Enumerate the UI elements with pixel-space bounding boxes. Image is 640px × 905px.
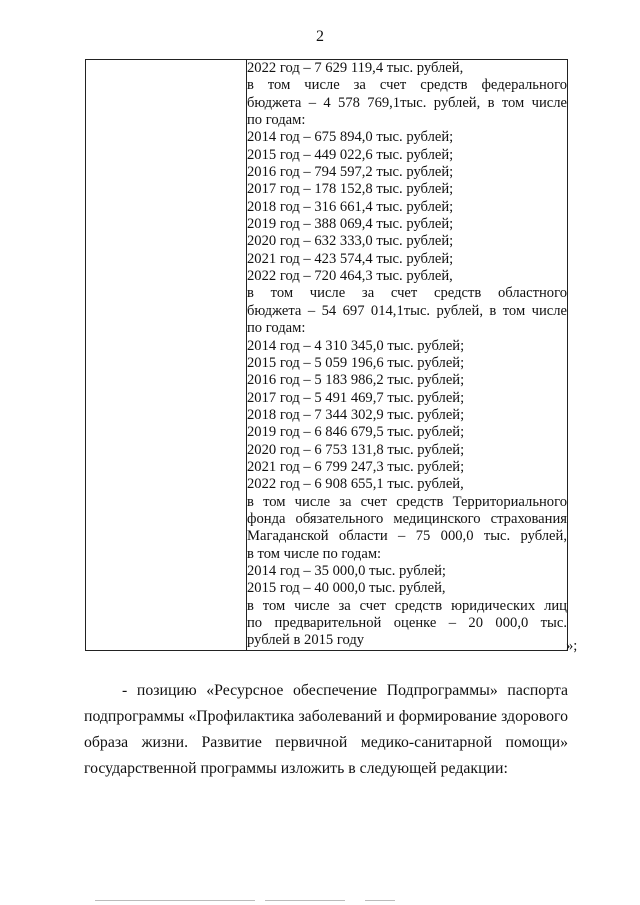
- closing-quote: »;: [566, 638, 578, 654]
- paragraph-line: - позицию «Ресурсное обеспечение Подпрограммы» паспорта: [122, 682, 568, 699]
- cell-line: бюджета – 4 578 769,1тыс. рублей, в том числе: [247, 94, 567, 111]
- paragraph-line: образа жизни. Развитие первичной медико-санитарной помощи»: [84, 734, 568, 751]
- cell-line: 2015 год – 5 059 196,6 тыс. рублей;: [247, 354, 465, 371]
- cell-line: 2020 год – 632 333,0 тыс. рублей;: [247, 233, 454, 250]
- cell-line: 2017 год – 5 491 469,7 тыс. рублей;: [247, 389, 465, 406]
- cell-line: 2022 год – 720 464,3 тыс. рублей,: [247, 268, 453, 285]
- cell-line: фонда обязательного медицинского страхования: [247, 510, 567, 527]
- cell-line: по предварительной оценке – 20 000,0 тыс.: [247, 615, 567, 631]
- cell-line: 2016 год – 794 597,2 тыс. рублей;: [247, 164, 454, 181]
- cell-line: 2018 год – 7 344 302,9 тыс. рублей;: [247, 406, 465, 423]
- cell-line: 2021 год – 423 574,4 тыс. рублей;: [247, 250, 454, 267]
- cell-line: рублей в 2015 году: [247, 632, 365, 649]
- cell-line: 2015 год – 40 000,0 тыс. рублей,: [247, 580, 446, 597]
- table-left-cell: [86, 60, 247, 651]
- cell-line: 2014 год – 35 000,0 тыс. рублей;: [247, 562, 446, 579]
- cell-line: в том числе за счет средств Территориального: [247, 493, 567, 510]
- body-paragraph: [84, 678, 568, 782]
- cell-line: 2020 год – 6 753 131,8 тыс. рублей;: [247, 441, 465, 458]
- cell-line: в том числе за счет средств федерального: [247, 77, 567, 94]
- cell-line: 2022 год – 6 908 655,1 тыс. рублей,: [247, 476, 464, 493]
- cell-line: в том числе по годам:: [247, 545, 382, 562]
- cell-line: 2019 год – 388 069,4 тыс. рублей;: [247, 216, 454, 233]
- cell-line: в том числе за счет средств областного: [247, 285, 567, 302]
- cell-line: 2021 год – 6 799 247,3 тыс. рублей;: [247, 458, 465, 475]
- cell-line: 2014 год – 675 894,0 тыс. рублей;: [247, 129, 454, 146]
- scan-artifact-line: [95, 900, 255, 901]
- cell-line: 2015 год – 449 022,6 тыс. рублей;: [247, 146, 454, 163]
- scan-artifact-line: [365, 900, 395, 901]
- cell-line: 2016 год – 5 183 986,2 тыс. рублей;: [247, 372, 465, 389]
- resource-table: [85, 59, 568, 651]
- paragraph-line: государственной программы изложить в следующей редакции:: [84, 760, 508, 777]
- page-number: 2: [316, 28, 324, 45]
- cell-line: 2018 год – 316 661,4 тыс. рублей;: [247, 198, 454, 215]
- cell-line: бюджета – 54 697 014,1тыс. рублей, в том числе: [247, 302, 567, 319]
- cell-line: по годам:: [247, 320, 306, 337]
- scan-artifact-line: [265, 900, 345, 901]
- cell-line: 2022 год – 7 629 119,4 тыс. рублей,: [247, 60, 464, 76]
- table-right-cell: [247, 60, 568, 651]
- cell-line: Магаданской области – 75 000,0 тыс. рублей,: [247, 528, 567, 545]
- cell-line: в том числе за счет средств юридических лиц: [247, 597, 567, 614]
- cell-line: 2019 год – 6 846 679,5 тыс. рублей;: [247, 424, 465, 441]
- cell-line: по годам:: [247, 112, 306, 129]
- cell-line: 2014 год – 4 310 345,0 тыс. рублей;: [247, 337, 465, 354]
- cell-text: [247, 60, 567, 650]
- cell-line: 2017 год – 178 152,8 тыс. рублей;: [247, 181, 454, 198]
- paragraph-line: подпрограммы «Профилактика заболеваний и формирование здорового: [84, 708, 568, 725]
